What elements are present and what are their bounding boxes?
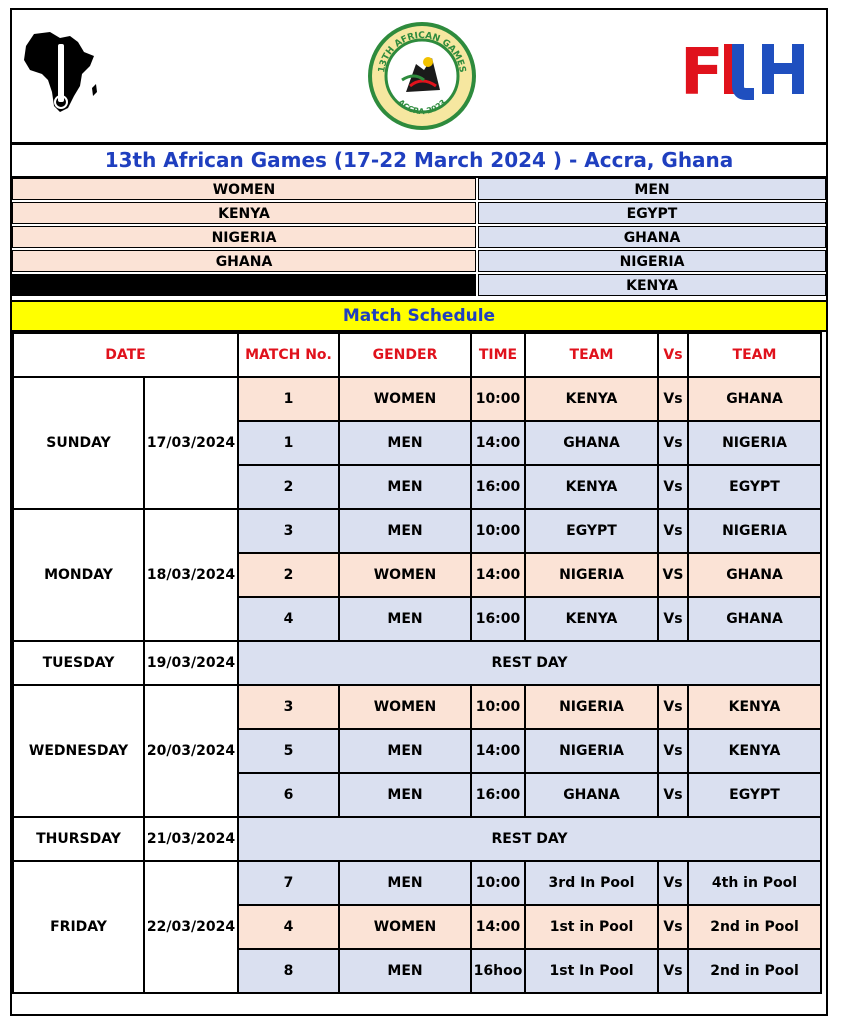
day-date: 22/03/2024 xyxy=(144,861,238,993)
match-gender: MEN xyxy=(339,729,471,773)
match-schedule-title: Match Schedule xyxy=(12,300,826,332)
match-time: 16hoo xyxy=(471,949,525,993)
vs-label: VS xyxy=(658,553,688,597)
team-away: 2nd in Pool xyxy=(688,949,821,993)
match-number: 3 xyxy=(238,685,339,729)
black-filler xyxy=(12,274,476,296)
team-away: GHANA xyxy=(688,553,821,597)
vs-label: Vs xyxy=(658,597,688,641)
match-gender: WOMEN xyxy=(339,377,471,421)
col-time: TIME xyxy=(471,333,525,377)
team-home: EGYPT xyxy=(525,509,658,553)
col-date: DATE xyxy=(13,333,238,377)
team-home: 1st in Pool xyxy=(525,905,658,949)
match-gender: WOMEN xyxy=(339,905,471,949)
day-name: SUNDAY xyxy=(13,377,144,509)
team-home: GHANA xyxy=(525,773,658,817)
match-gender: MEN xyxy=(339,421,471,465)
match-time: 10:00 xyxy=(471,377,525,421)
rest-day-row xyxy=(13,641,821,685)
team-away: GHANA xyxy=(688,597,821,641)
day-date: 19/03/2024 xyxy=(144,641,238,685)
day-date: 21/03/2024 xyxy=(144,817,238,861)
match-time: 16:00 xyxy=(471,773,525,817)
vs-label: Vs xyxy=(658,509,688,553)
match-row xyxy=(13,861,821,905)
logo-header xyxy=(12,10,826,145)
day-name: MONDAY xyxy=(13,509,144,641)
day-name: WEDNESDAY xyxy=(13,685,144,817)
team-home: NIGERIA xyxy=(525,553,658,597)
match-row xyxy=(13,377,821,421)
match-number: 4 xyxy=(238,905,339,949)
col-gender: GENDER xyxy=(339,333,471,377)
match-number: 6 xyxy=(238,773,339,817)
african-games-logo xyxy=(366,20,478,132)
team-away: 4th in Pool xyxy=(688,861,821,905)
match-time: 14:00 xyxy=(471,421,525,465)
col-team2: TEAM xyxy=(688,333,821,377)
match-time: 14:00 xyxy=(471,905,525,949)
match-gender: WOMEN xyxy=(339,553,471,597)
women-header: WOMEN xyxy=(12,178,476,200)
team-home: KENYA xyxy=(525,597,658,641)
vs-label: Vs xyxy=(658,377,688,421)
team-away: NIGERIA xyxy=(688,421,821,465)
col-vs: Vs xyxy=(658,333,688,377)
match-gender: MEN xyxy=(339,465,471,509)
team-home: NIGERIA xyxy=(525,685,658,729)
women-team: NIGERIA xyxy=(12,226,476,248)
team-away: EGYPT xyxy=(688,465,821,509)
vs-label: Vs xyxy=(658,773,688,817)
men-team: KENYA xyxy=(478,274,826,296)
vs-label: Vs xyxy=(658,861,688,905)
games-logo-top-text: 13TH AFRICAN GAMES xyxy=(377,30,467,74)
games-logo-bottom-text: ACCRA 2023 xyxy=(396,97,448,117)
match-time: 10:00 xyxy=(471,861,525,905)
match-schedule-table xyxy=(12,332,822,994)
women-team: GHANA xyxy=(12,250,476,272)
team-away: KENYA xyxy=(688,729,821,773)
day-date: 18/03/2024 xyxy=(144,509,238,641)
vs-label: Vs xyxy=(658,421,688,465)
fih-logo xyxy=(680,36,810,102)
match-number: 2 xyxy=(238,553,339,597)
men-team: GHANA xyxy=(478,226,826,248)
day-date: 17/03/2024 xyxy=(144,377,238,509)
match-gender: MEN xyxy=(339,509,471,553)
match-number: 1 xyxy=(238,421,339,465)
day-name: THURSDAY xyxy=(13,817,144,861)
vs-label: Vs xyxy=(658,465,688,509)
men-header: MEN xyxy=(478,178,826,200)
event-title: 13th African Games (17-22 March 2024 ) - Accra, Ghana xyxy=(12,145,826,178)
match-number: 1 xyxy=(238,377,339,421)
match-number: 3 xyxy=(238,509,339,553)
schedule-sheet xyxy=(10,8,828,1016)
rest-day-label: REST DAY xyxy=(238,641,821,685)
day-date: 20/03/2024 xyxy=(144,685,238,817)
match-row xyxy=(13,509,821,553)
team-home: NIGERIA xyxy=(525,729,658,773)
match-time: 14:00 xyxy=(471,729,525,773)
svg-text:F: F xyxy=(680,36,720,102)
team-away: GHANA xyxy=(688,377,821,421)
vs-label: Vs xyxy=(658,729,688,773)
team-away: EGYPT xyxy=(688,773,821,817)
match-gender: MEN xyxy=(339,949,471,993)
team-home: GHANA xyxy=(525,421,658,465)
match-number: 2 xyxy=(238,465,339,509)
match-time: 10:00 xyxy=(471,685,525,729)
match-gender: MEN xyxy=(339,861,471,905)
team-home: 3rd In Pool xyxy=(525,861,658,905)
rest-day-row xyxy=(13,817,821,861)
match-number: 8 xyxy=(238,949,339,993)
rest-day-label: REST DAY xyxy=(238,817,821,861)
col-team1: TEAM xyxy=(525,333,658,377)
team-home: KENYA xyxy=(525,465,658,509)
match-number: 4 xyxy=(238,597,339,641)
vs-label: Vs xyxy=(658,905,688,949)
day-name: FRIDAY xyxy=(13,861,144,993)
match-number: 5 xyxy=(238,729,339,773)
team-home: KENYA xyxy=(525,377,658,421)
match-number: 7 xyxy=(238,861,339,905)
day-name: TUESDAY xyxy=(13,641,144,685)
team-away: KENYA xyxy=(688,685,821,729)
match-time: 16:00 xyxy=(471,465,525,509)
vs-label: Vs xyxy=(658,949,688,993)
women-team: KENYA xyxy=(12,202,476,224)
men-team: EGYPT xyxy=(478,202,826,224)
match-time: 16:00 xyxy=(471,597,525,641)
match-gender: MEN xyxy=(339,597,471,641)
team-home: 1st In Pool xyxy=(525,949,658,993)
col-match-no: MATCH No. xyxy=(238,333,339,377)
match-row xyxy=(13,685,821,729)
match-time: 14:00 xyxy=(471,553,525,597)
team-away: NIGERIA xyxy=(688,509,821,553)
team-away: 2nd in Pool xyxy=(688,905,821,949)
vs-label: Vs xyxy=(658,685,688,729)
africa-hockey-logo xyxy=(20,30,98,114)
match-gender: WOMEN xyxy=(339,685,471,729)
match-time: 10:00 xyxy=(471,509,525,553)
participating-teams xyxy=(12,178,826,298)
match-gender: MEN xyxy=(339,773,471,817)
men-team: NIGERIA xyxy=(478,250,826,272)
